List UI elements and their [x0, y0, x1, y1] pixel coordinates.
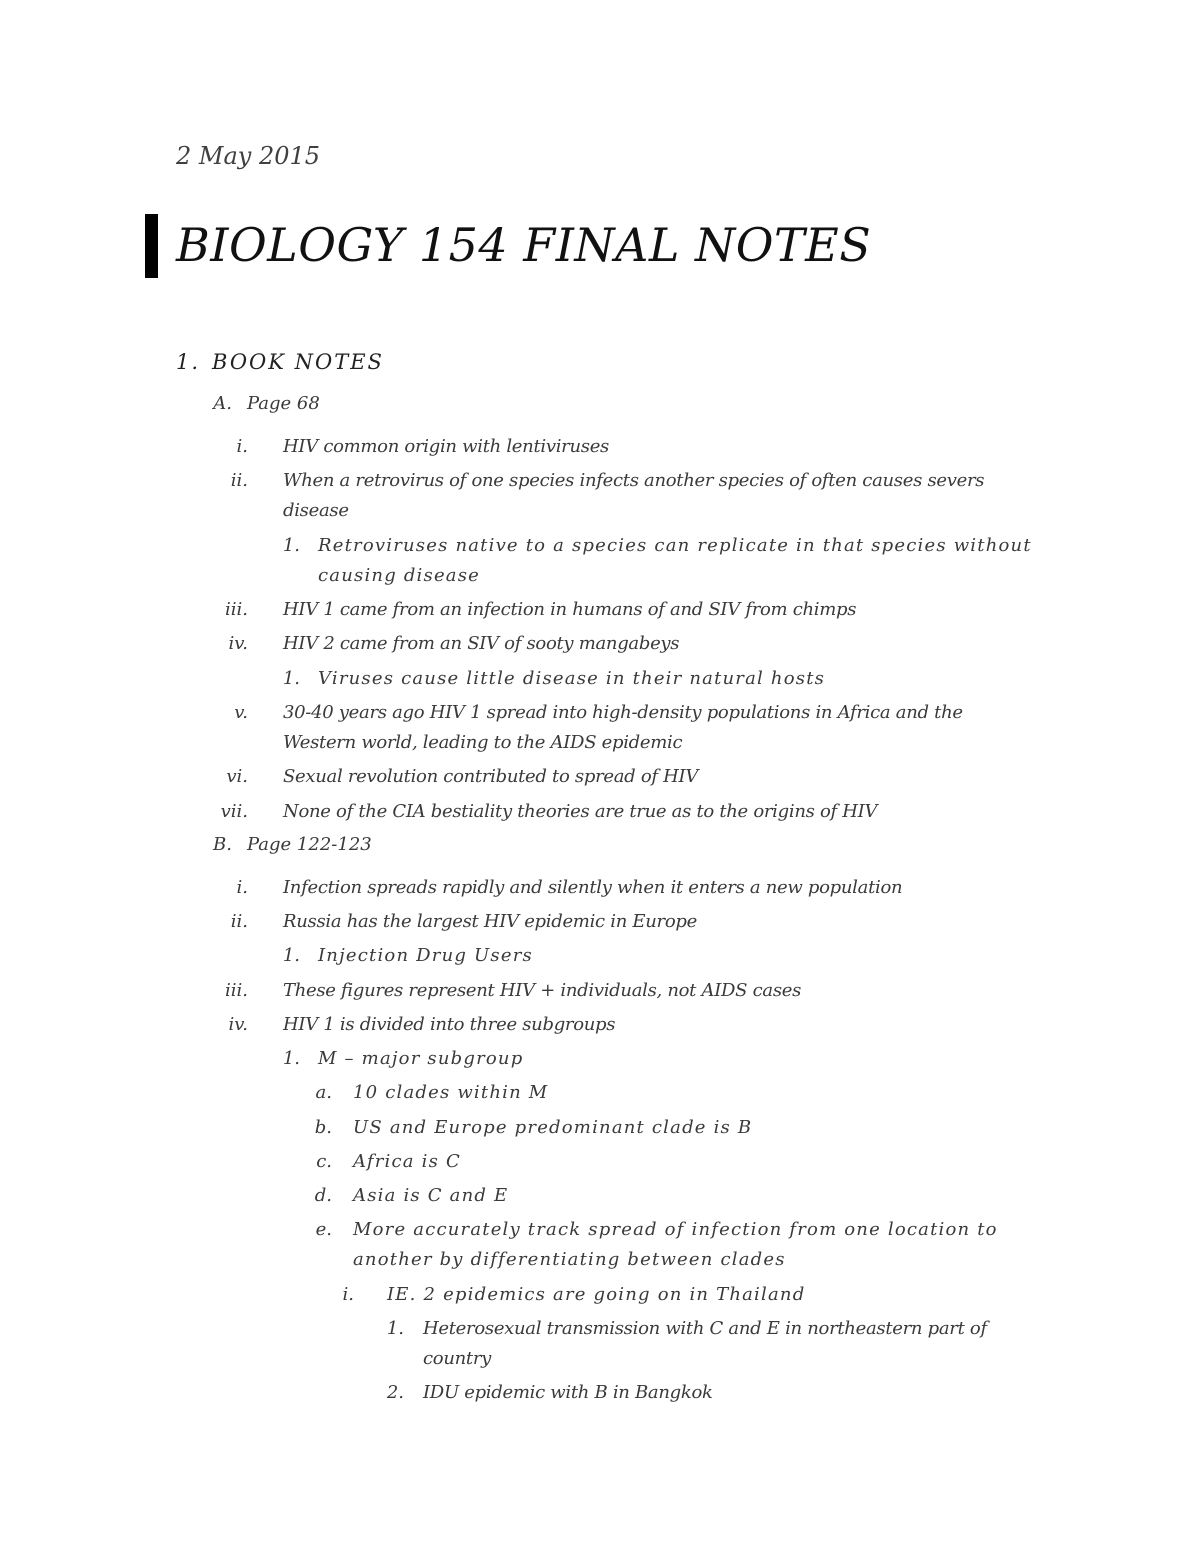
list-item: Infection spreads rapidly and silently when it enters a new population [283, 877, 903, 898]
item-number: 1. [282, 668, 300, 689]
list-item: Asia is C and E [353, 1185, 509, 1206]
list-item: IE. 2 epidemics are going on in Thailand [387, 1284, 806, 1305]
list-item: When a retrovirus of one species infects another species of often causes severs [283, 470, 985, 491]
list-item: More accurately track spread of infection from one location to [353, 1219, 998, 1240]
list-item: Viruses cause little disease in their natural hosts [318, 668, 826, 689]
list-item: HIV 1 came from an infection in humans of and SIV from chimps [283, 599, 857, 620]
item-number: i. [342, 1284, 354, 1305]
list-item: Africa is C [353, 1151, 461, 1172]
item-number: ii. [230, 470, 248, 491]
document-title: BIOLOGY 154 FINAL NOTES [176, 218, 872, 272]
item-letter: a. [315, 1082, 332, 1103]
list-item-continuation: Western world, leading to the AIDS epidemic [283, 732, 683, 753]
document-date: 2 May 2015 [176, 142, 321, 170]
item-number: vi. [226, 766, 248, 787]
item-number: iv. [228, 633, 248, 654]
list-item: HIV 1 is divided into three subgroups [283, 1014, 616, 1035]
list-item: None of the CIA bestiality theories are true as to the origins of HIV [283, 801, 878, 822]
subsection-heading: Page 122-123 [247, 834, 372, 855]
list-item: IDU epidemic with B in Bangkok [423, 1382, 713, 1403]
subsection-number: B. [213, 834, 232, 855]
item-number: 2. [386, 1382, 404, 1403]
list-item: HIV 2 came from an SIV of sooty mangabeys [283, 633, 680, 654]
title-accent-bar [145, 214, 158, 278]
item-number: i. [236, 436, 248, 457]
list-item-continuation: country [423, 1348, 492, 1369]
list-item: M – major subgroup [318, 1048, 524, 1069]
list-item: Injection Drug Users [318, 945, 533, 966]
subsection-heading: Page 68 [247, 393, 320, 414]
list-item: 10 clades within M [353, 1082, 549, 1103]
list-item: Retroviruses native to a species can replicate in that species without [318, 535, 1032, 556]
list-item-continuation: causing disease [318, 565, 481, 586]
list-item: Heterosexual transmission with C and E in northeastern part of [423, 1318, 987, 1339]
item-number: iii. [225, 599, 248, 620]
item-number: iv. [228, 1014, 248, 1035]
section-number: 1. [176, 350, 201, 374]
item-number: i. [236, 877, 248, 898]
item-number: 1. [386, 1318, 404, 1339]
list-item: 30-40 years ago HIV 1 spread into high-density populations in Africa and the [283, 702, 963, 723]
item-letter: d. [314, 1185, 332, 1206]
list-item: These figures represent HIV + individuals, not AIDS cases [283, 980, 802, 1001]
item-number: iii. [225, 980, 248, 1001]
item-letter: e. [315, 1219, 332, 1240]
list-item: US and Europe predominant clade is B [353, 1117, 753, 1138]
subsection-number: A. [213, 393, 232, 414]
item-number: vii. [220, 801, 248, 822]
list-item-continuation: another by differentiating between clades [353, 1249, 786, 1270]
item-letter: c. [316, 1151, 332, 1172]
item-letter: b. [314, 1117, 332, 1138]
list-item-continuation: disease [283, 500, 349, 521]
item-number: 1. [282, 1048, 300, 1069]
item-number: 1. [282, 945, 300, 966]
section-heading: BOOK NOTES [212, 350, 384, 374]
list-item: Sexual revolution contributed to spread of HIV [283, 766, 699, 787]
item-number: v. [234, 702, 248, 723]
item-number: 1. [282, 535, 300, 556]
item-number: ii. [230, 911, 248, 932]
list-item: HIV common origin with lentiviruses [283, 436, 609, 457]
list-item: Russia has the largest HIV epidemic in Europe [283, 911, 697, 932]
